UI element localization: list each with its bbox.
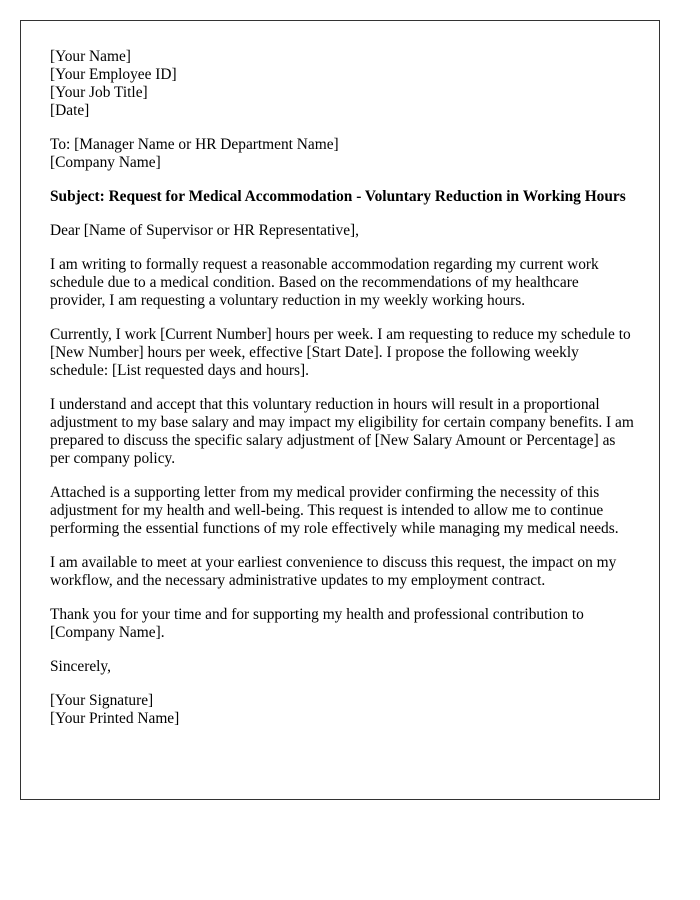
- paragraph-5: I am available to meet at your earliest convenience to discuss this request, the impact on my workflow, and the necessary administrative updates to my employment contract.: [50, 554, 617, 589]
- printed-name: [Your Printed Name]: [50, 710, 180, 727]
- sender-block: [50, 48, 636, 120]
- subject-line: Subject: Request for Medical Accommodation - Voluntary Reduction in Working Hours: [50, 188, 626, 205]
- paragraph-4: Attached is a supporting letter from my medical provider confirming the necessity of this adjustment for my health and well-being. This request is intended to allow me to continue performing the essential functions of my role effectively while managing my medical needs.: [50, 484, 619, 537]
- recipient-block: [50, 136, 636, 172]
- sender-employee-id: [Your Employee ID]: [50, 66, 177, 83]
- letter-date: [Date]: [50, 102, 90, 119]
- recipient-company: [Company Name]: [50, 154, 161, 171]
- paragraph-3: I understand and accept that this voluntary reduction in hours will result in a proportional adjustment to my base salary and may impact my eligibility for certain company benefits. I am prepared to discuss the specific salary adjustment of [New Salary Amount or Percentage] as per company policy.: [50, 396, 634, 467]
- letter-body: [50, 48, 636, 728]
- closing: Sincerely,: [50, 658, 111, 675]
- salutation: Dear [Name of Supervisor or HR Representative],: [50, 222, 359, 239]
- recipient-to-line: To: [Manager Name or HR Department Name]: [50, 136, 339, 153]
- signature-block: [50, 692, 636, 728]
- paragraph-1: I am writing to formally request a reasonable accommodation regarding my current work schedule due to a medical condition. Based on the recommendations of my healthcare provider, I am requesting a voluntary reduction in my weekly working hours.: [50, 256, 599, 309]
- paragraph-2: Currently, I work [Current Number] hours per week. I am requesting to reduce my schedule to [New Number] hours per week, effective [Start Date]. I propose the following weekly schedule: [List requested days and hours].: [50, 326, 631, 379]
- signature-line: [Your Signature]: [50, 692, 154, 709]
- sender-name: [Your Name]: [50, 48, 131, 65]
- letter-page: [20, 20, 660, 800]
- sender-job-title: [Your Job Title]: [50, 84, 148, 101]
- paragraph-6: Thank you for your time and for supporting my health and professional contribution to [Company Name].: [50, 606, 584, 641]
